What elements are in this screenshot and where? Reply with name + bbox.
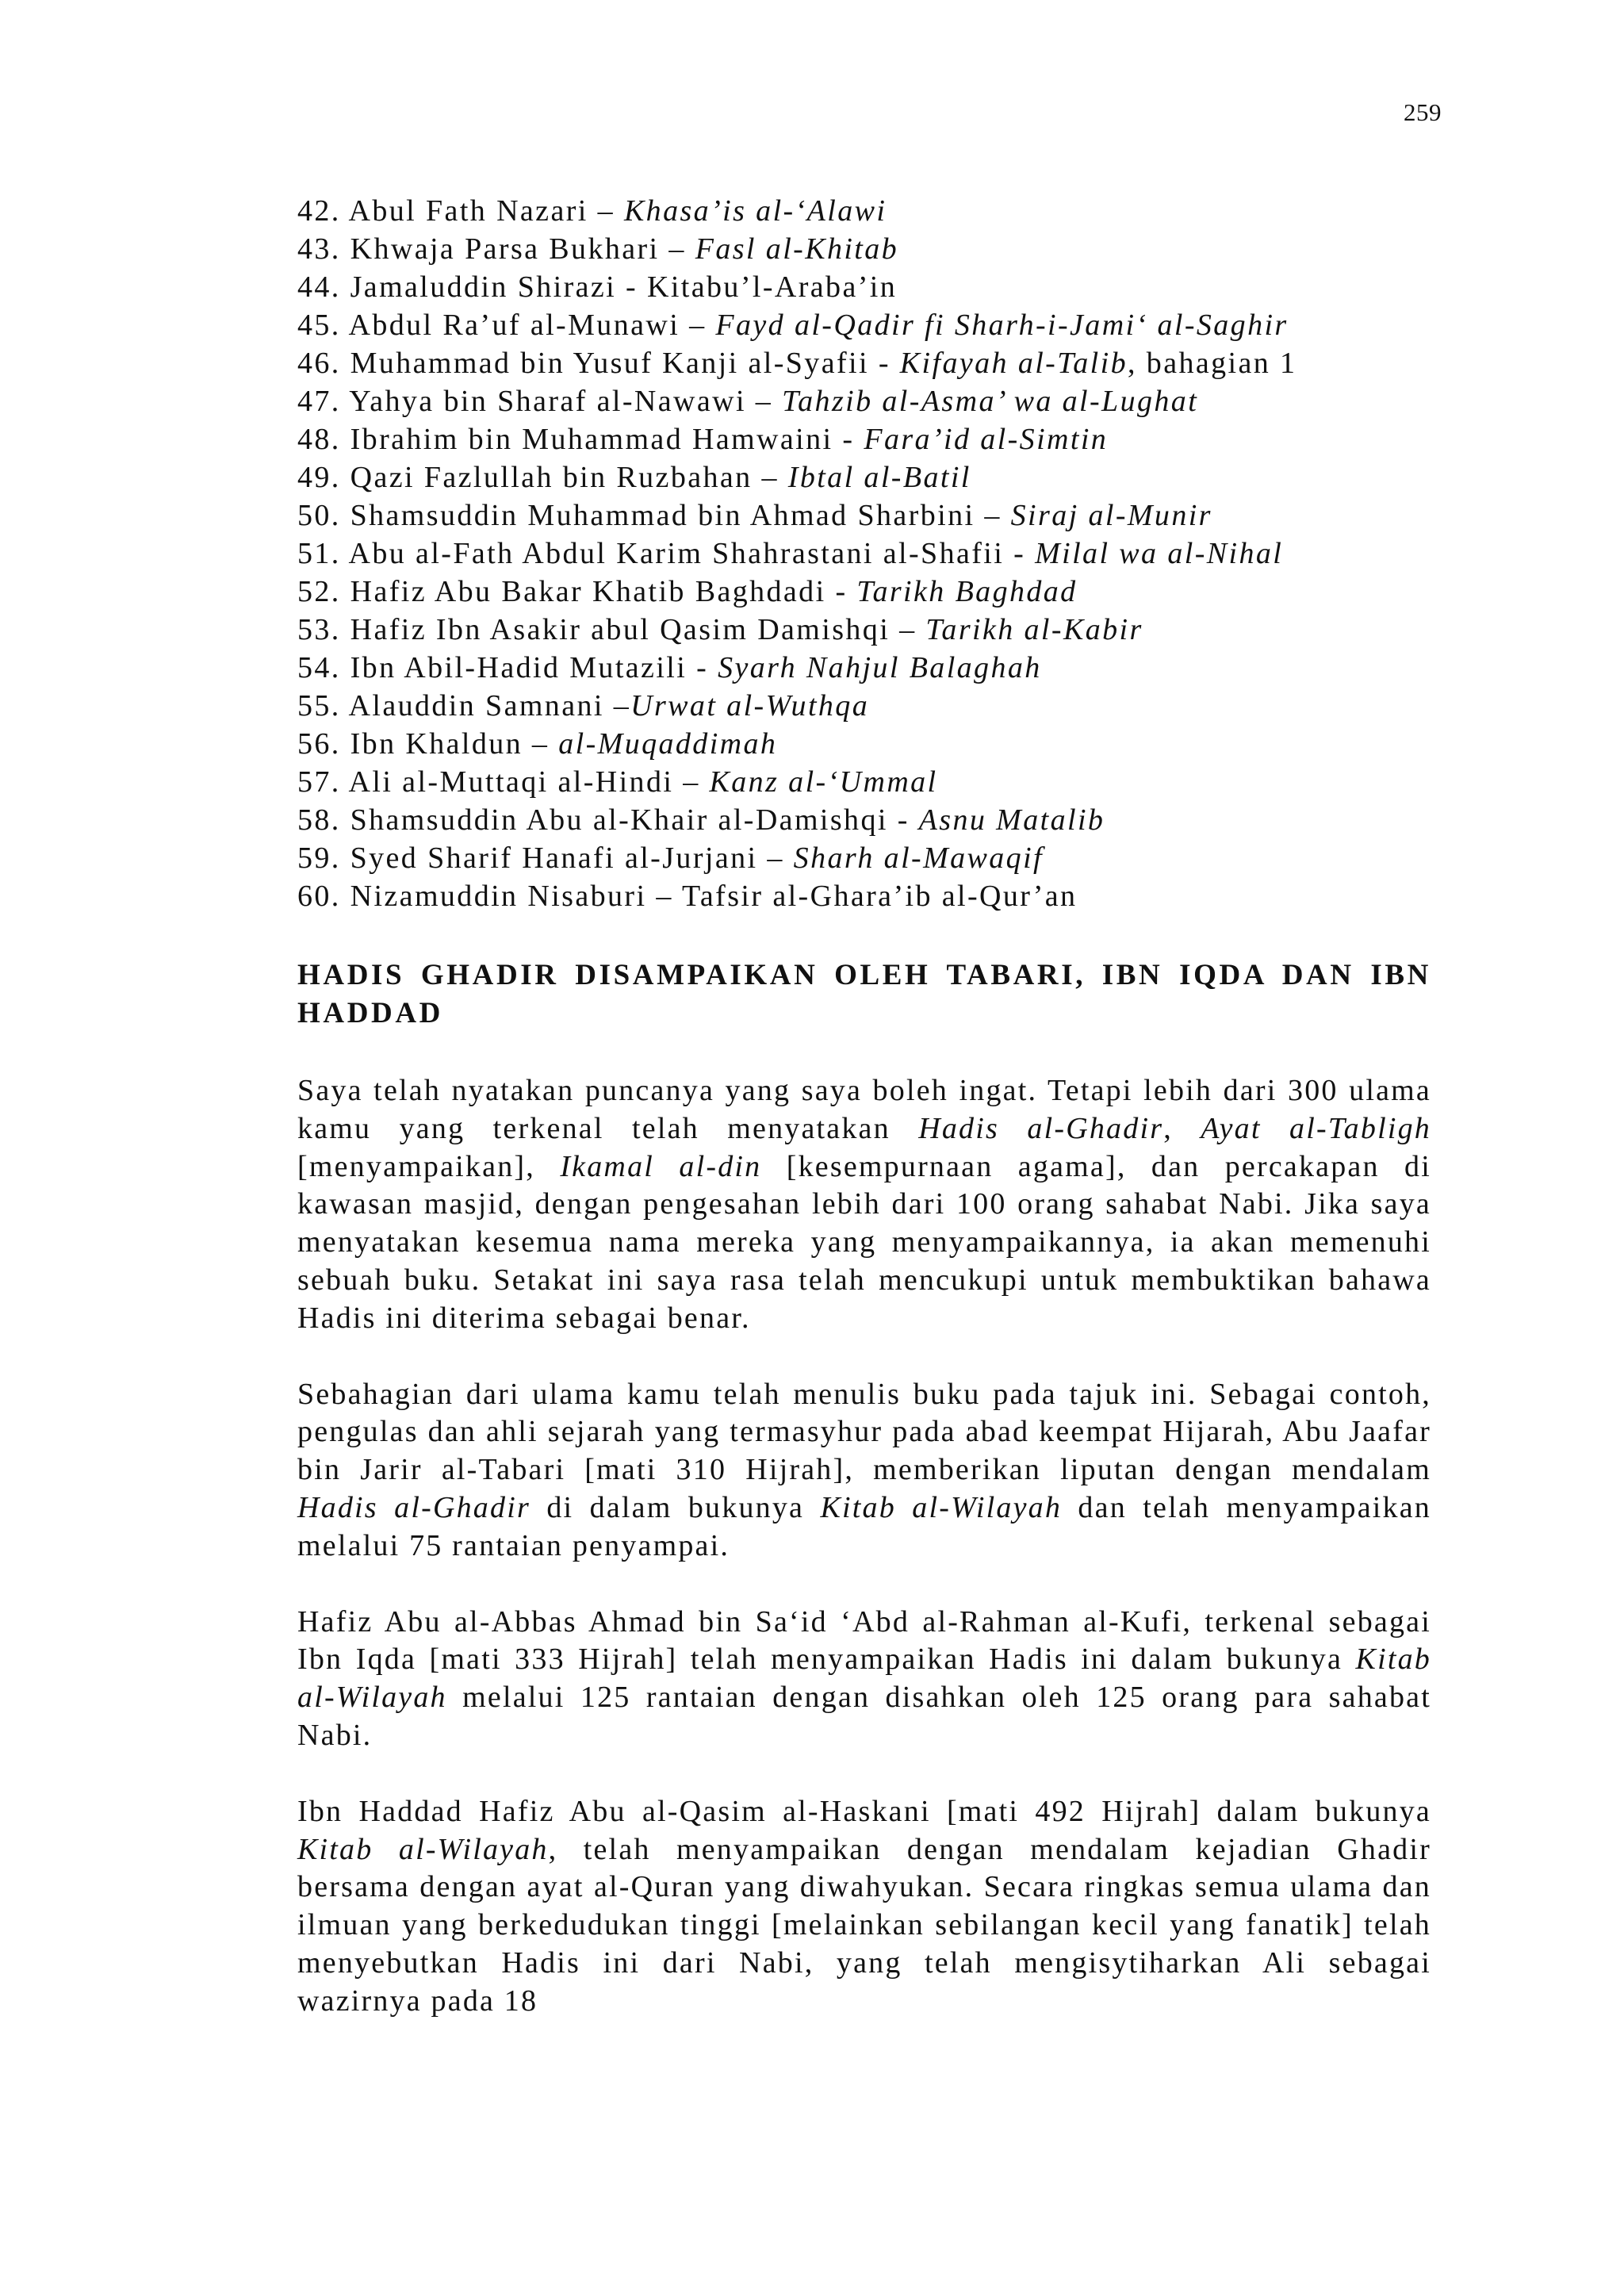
- reference-number: 52.: [297, 575, 341, 608]
- reference-title: Tarikh al-Kabir: [925, 613, 1143, 646]
- reference-number: 47.: [297, 385, 341, 418]
- reference-item: [297, 382, 1431, 420]
- text-run: Hafiz Abu al-Abbas Ahmad bin Sa‘id ‘Abd al-Rahman al-Kufi, terkenal sebagai Ibn Iqda [mati 333 Hijrah] telah menyampaikan Hadis ini dalam bukunya: [297, 1604, 1431, 1677]
- page-number: 259: [1404, 98, 1442, 126]
- reference-separator: –: [757, 841, 794, 875]
- reference-number: 51.: [297, 537, 341, 570]
- reference-separator: –: [646, 880, 682, 913]
- reference-item: [297, 649, 1431, 687]
- reference-number: 56.: [297, 727, 341, 761]
- reference-separator: –: [975, 499, 1011, 532]
- reference-title: Fara’id al-Simtin: [864, 423, 1109, 456]
- reference-item: [297, 306, 1431, 344]
- reference-separator: –: [588, 194, 624, 228]
- reference-item: [297, 725, 1431, 763]
- reference-separator: -: [868, 347, 900, 380]
- reference-item: [297, 268, 1431, 306]
- text-run: Ibn Haddad Hafiz Abu al-Qasim al-Haskani [mati 492 Hijrah] dalam bukunya: [297, 1794, 1431, 1828]
- reference-item: [297, 230, 1431, 268]
- reference-separator: –: [659, 232, 695, 266]
- reference-title: Asnu Matalib: [918, 803, 1105, 837]
- reference-title: Fayd al-Qadir fi Sharh-i-Jami‘ al-Saghir: [715, 309, 1289, 342]
- reference-title: Kitabu’l-Araba’in: [647, 270, 898, 304]
- reference-separator: –: [752, 461, 788, 494]
- body-paragraph: [297, 1072, 1431, 1338]
- reference-separator: –: [603, 689, 631, 723]
- reference-number: 50.: [297, 499, 341, 532]
- reference-author: Hafiz Ibn Asakir abul Qasim Damishqi: [350, 613, 891, 646]
- reference-title: Tafsir al-Ghara’ib al-Qur’an: [681, 880, 1078, 913]
- reference-author: Ibrahim bin Muhammad Hamwaini: [350, 423, 833, 456]
- reference-title: Syarh Nahjul Balaghah: [718, 651, 1042, 684]
- page-content: [297, 192, 1431, 2021]
- reference-title: al-Muqaddimah: [558, 727, 778, 761]
- reference-separator: –: [890, 613, 926, 646]
- reference-title: Milal wa al-Nihal: [1035, 537, 1284, 570]
- reference-author: Muhammad bin Yusuf Kanji al-Syafii: [350, 347, 869, 380]
- reference-list: [297, 192, 1431, 915]
- reference-number: 43.: [297, 232, 341, 266]
- reference-separator: -: [825, 575, 857, 608]
- reference-title: Kifayah al-Talib: [899, 347, 1128, 380]
- reference-author: Shamsuddin Abu al-Khair al-Damishqi: [350, 803, 888, 837]
- reference-suffix: , bahagian 1: [1128, 347, 1297, 380]
- reference-number: 49.: [297, 461, 341, 494]
- reference-title: Sharh al-Mawaqif: [793, 841, 1044, 875]
- reference-number: 57.: [297, 765, 341, 799]
- reference-separator: –: [680, 309, 716, 342]
- text-run: di dalam bukunya: [530, 1490, 821, 1524]
- body-paragraph: [297, 1793, 1431, 2021]
- text-run: Sebahagian dari ulama kamu telah menulis buku pada tajuk ini. Sebagai contoh, pengulas dan ahli sejarah yang termasyhur pada abad keempat Hijarah, Abu Jaafar bin Jarir al-Tabari [mati 310 Hijrah], memberikan liputan dengan mendalam: [297, 1377, 1431, 1487]
- reference-author: Abul Fath Nazari: [348, 194, 588, 228]
- reference-separator: -: [887, 803, 919, 837]
- reference-author: Alauddin Samnani: [348, 689, 604, 723]
- reference-author: Hafiz Abu Bakar Khatib Baghdadi: [350, 575, 826, 608]
- reference-author: Syed Sharif Hanafi al-Jurjani: [350, 841, 758, 875]
- text-run: , telah menyampaikan dengan mendalam kejadian Ghadir bersama dengan ayat al-Quran yang diwahyukan. Secara ringkas semua ulama dan ilmuan yang berkedudukan tinggi [melainkan sebilangan kecil yang fanatik] telah menyebutkan Hadis ini dari Nabi, yang telah mengisytiharkan Ali sebagai wazirnya pada 18: [297, 1832, 1431, 2018]
- reference-title: Ibtal al-Batil: [787, 461, 971, 494]
- reference-separator: –: [745, 385, 783, 418]
- body-paragraph: [297, 1376, 1431, 1566]
- reference-title: Kanz al-‘Ummal: [709, 765, 938, 799]
- reference-item: [297, 344, 1431, 382]
- reference-item: [297, 801, 1431, 839]
- reference-item: [297, 763, 1431, 801]
- reference-number: 42.: [297, 194, 341, 228]
- italic-text: Ikamal al-din: [560, 1149, 762, 1183]
- reference-separator: –: [673, 765, 710, 799]
- reference-title: Khasa’is al-‘Alawi: [623, 194, 887, 228]
- reference-item: [297, 611, 1431, 649]
- reference-separator: -: [1004, 537, 1036, 570]
- reference-author: Ibn Khaldun: [350, 727, 523, 761]
- italic-text: Kitab al-Wilayah: [820, 1490, 1063, 1524]
- reference-number: 44.: [297, 270, 341, 304]
- reference-title: Tarikh Baghdad: [856, 575, 1078, 608]
- reference-item: [297, 496, 1431, 535]
- reference-author: Shamsuddin Muhammad bin Ahmad Sharbini: [350, 499, 975, 532]
- reference-author: Yahya bin Sharaf al-Nawawi: [349, 385, 746, 418]
- reference-title: Fasl al-Khitab: [695, 232, 899, 266]
- reference-item: [297, 687, 1431, 725]
- reference-author: Khwaja Parsa Bukhari: [350, 232, 660, 266]
- reference-number: 58.: [297, 803, 341, 837]
- reference-author: Abu al-Fath Abdul Karim Shahrastani al-Shafii: [348, 537, 1005, 570]
- reference-title: Tahzib al-Asma’ wa al-Lughat: [782, 385, 1199, 418]
- reference-separator: -: [616, 270, 647, 304]
- text-run: [kesempurnaan agama], dan percakapan di kawasan masjid, dengan pengesahan lebih dari 100 orang sahabat Nabi. Jika saya menyatakan kesemua nama mereka yang menyampaikannya, ia akan memenuhi sebuah buku. Setakat ini saya rasa telah mencukupi untuk membuktikan bahawa Hadis ini diterima sebagai benar.: [297, 1149, 1432, 1335]
- italic-text: Kitab al-Wilayah: [297, 1642, 1431, 1715]
- body-text: [297, 1072, 1431, 2021]
- reference-number: 45.: [297, 309, 341, 342]
- reference-item: [297, 839, 1431, 877]
- reference-separator: –: [523, 727, 559, 761]
- section-heading: HADIS GHADIR DISAMPAIKAN OLEH TABARI, IBN IQDA DAN IBN HADDAD: [297, 959, 1431, 1029]
- reference-title: Siraj al-Munir: [1010, 499, 1212, 532]
- reference-item: [297, 877, 1431, 915]
- italic-text: Hadis al-Ghadir: [297, 1490, 530, 1524]
- reference-title: Urwat al-Wuthqa: [630, 689, 870, 723]
- text-run: [menyampaikan],: [297, 1149, 561, 1183]
- reference-number: 59.: [297, 841, 341, 875]
- reference-author: Abdul Ra’uf al-Munawi: [348, 309, 680, 342]
- italic-text: Hadis al-Ghadir: [918, 1111, 1164, 1145]
- reference-number: 53.: [297, 613, 341, 646]
- reference-author: Qazi Fazlullah bin Ruzbahan: [350, 461, 753, 494]
- text-run: dan telah menyampaikan melalui 75 rantaian penyampai.: [297, 1490, 1431, 1562]
- reference-item: [297, 458, 1431, 496]
- italic-text: Kitab al-Wilayah: [297, 1832, 549, 1866]
- reference-item: [297, 535, 1431, 573]
- reference-author: Ibn Abil-Hadid Mutazili: [350, 651, 688, 684]
- reference-author: Ali al-Muttaqi al-Hindi: [348, 765, 674, 799]
- reference-author: Jamaluddin Shirazi: [350, 270, 617, 304]
- reference-separator: -: [687, 651, 718, 684]
- text-run: melalui 125 rantaian dengan disahkan oleh 125 orang para sahabat Nabi.: [297, 1681, 1431, 1752]
- reference-separator: -: [833, 423, 864, 456]
- reference-number: 60.: [297, 880, 341, 913]
- italic-text: Ayat al-Tabligh: [1201, 1111, 1431, 1145]
- text-run: ,: [1163, 1111, 1201, 1145]
- text-run: Saya telah nyatakan puncanya yang saya boleh ingat. Tetapi lebih dari 300 ulama kamu yang terkenal telah menyatakan: [297, 1074, 1431, 1145]
- reference-number: 55.: [297, 689, 341, 723]
- reference-item: [297, 573, 1431, 611]
- reference-item: [297, 420, 1431, 458]
- reference-number: 54.: [297, 651, 341, 684]
- reference-number: 48.: [297, 423, 341, 456]
- body-paragraph: [297, 1604, 1431, 1755]
- reference-item: [297, 192, 1431, 230]
- reference-number: 46.: [297, 347, 341, 380]
- reference-author: Nizamuddin Nisaburi: [350, 880, 647, 913]
